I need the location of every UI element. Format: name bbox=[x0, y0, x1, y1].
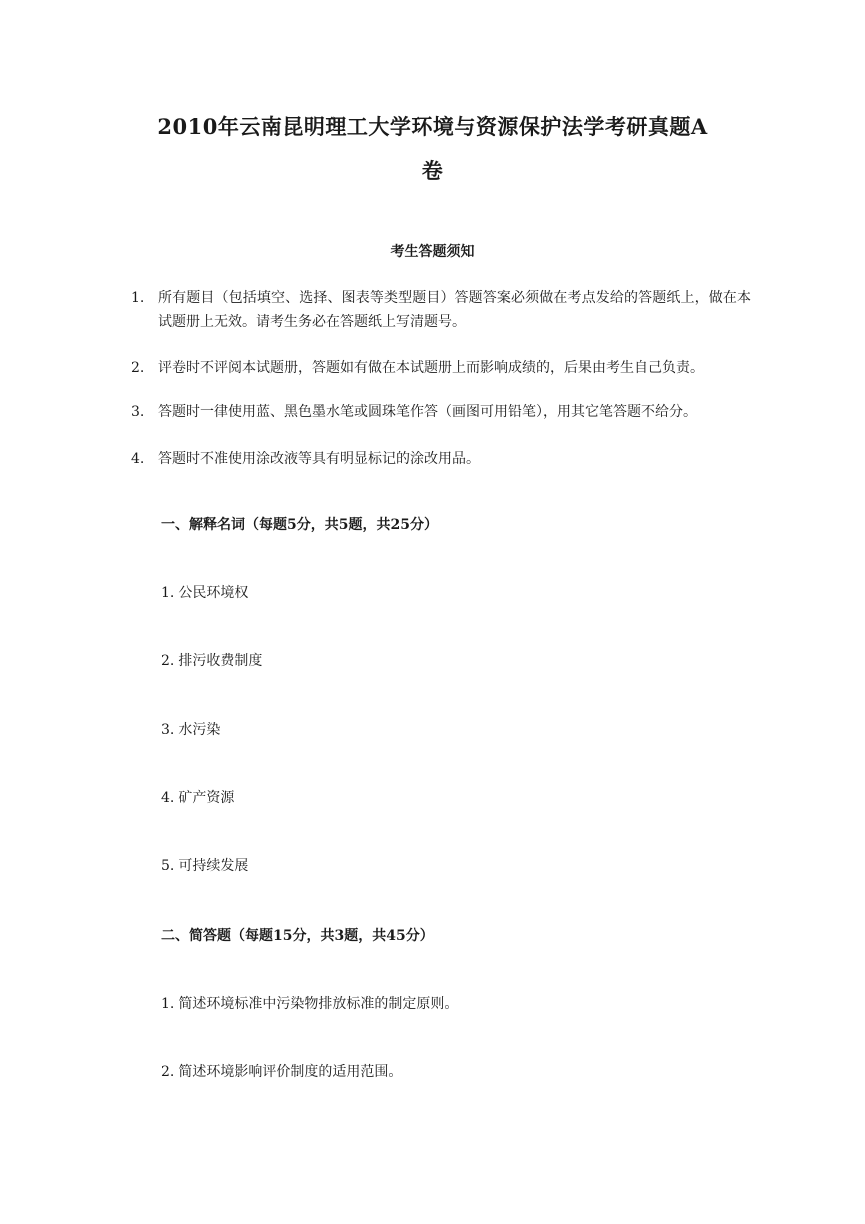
question-item bbox=[161, 1062, 402, 1082]
notice-item bbox=[131, 400, 751, 424]
question-item bbox=[161, 788, 234, 808]
question-number: 1. bbox=[161, 585, 175, 601]
question-item bbox=[161, 720, 220, 740]
question-item bbox=[161, 583, 248, 603]
exam-title-line-1: 2010年云南昆明理工大学环境与资源保护法学考研真题A bbox=[157, 114, 708, 139]
question-number: 2. bbox=[161, 1064, 175, 1080]
question-item bbox=[161, 994, 458, 1014]
question-number: 1. bbox=[161, 996, 175, 1012]
notice-heading: 考生答题须知 bbox=[390, 244, 475, 260]
question-number: 4. bbox=[161, 790, 175, 806]
question-text: 矿产资源 bbox=[178, 790, 235, 806]
question-item bbox=[161, 651, 262, 671]
question-text: 可持续发展 bbox=[178, 858, 249, 874]
notice-item-number: 2. bbox=[131, 360, 145, 376]
notice-item-number: 1. bbox=[131, 290, 145, 306]
question-number: 2. bbox=[161, 653, 175, 669]
notice-item-number: 3. bbox=[131, 404, 145, 420]
notice-item bbox=[131, 356, 751, 380]
notice-item-number: 4. bbox=[131, 451, 145, 467]
question-number: 5. bbox=[161, 858, 175, 874]
notice-item bbox=[131, 447, 751, 471]
notice-item-text: 答题时不准使用涂改液等具有明显标记的涂改用品。 bbox=[158, 451, 480, 467]
notice-item bbox=[131, 286, 751, 334]
exam-title-line-2: 卷 bbox=[421, 158, 444, 183]
question-text: 简述环境影响评价制度的适用范围。 bbox=[178, 1064, 403, 1080]
question-text: 排污收费制度 bbox=[178, 653, 263, 669]
section-heading-short-answer: 二、简答题（每题15分，共3题，共45分） bbox=[161, 928, 434, 944]
notice-item-text: 所有题目（包括填空、选择、图表等类型题目）答题答案必须做在考点发给的答题纸上，做在本试题册上无效。请考生务必在答题纸上写清题号。 bbox=[158, 290, 751, 330]
question-text: 简述环境标准中污染物排放标准的制定原则。 bbox=[178, 996, 459, 1012]
question-text: 公民环境权 bbox=[178, 585, 249, 601]
notice-item-text: 答题时一律使用蓝、黑色墨水笔或圆珠笔作答（画图可用铅笔），用其它笔答题不给分。 bbox=[158, 404, 697, 420]
question-number: 3. bbox=[161, 722, 175, 738]
notice-item-text: 评卷时不评阅本试题册，答题如有做在本试题册上而影响成绩的，后果由考生自己负责。 bbox=[158, 360, 704, 376]
question-item bbox=[161, 856, 248, 876]
question-text: 水污染 bbox=[178, 722, 221, 738]
section-heading-definitions: 一、解释名词（每题5分，共5题，共25分） bbox=[161, 517, 438, 533]
